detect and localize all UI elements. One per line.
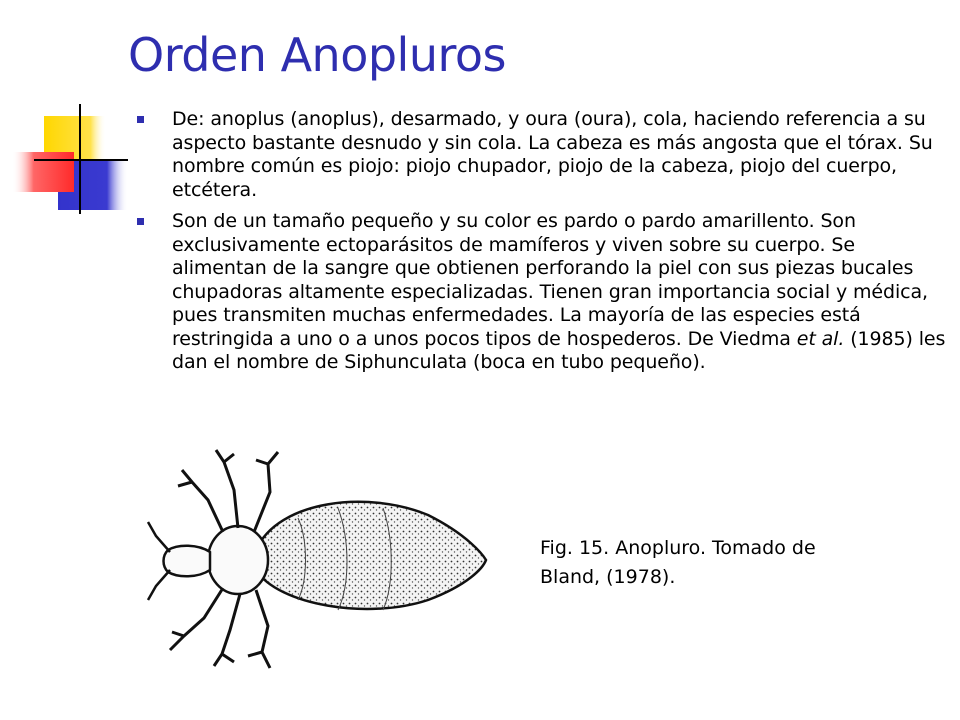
decorative-squares [0,0,130,230]
red-square [12,152,74,192]
bullet-text-before: Son de un tamaño pequeño y su color es pardo o pardo amarillento. Son exclusivamente ectoparásitos de mamíferos y viven sobre su cuerpo. Se alimentan de la sangre que obtienen perforando la piel con sus piezas bucales chupadoras altamente especializadas. Tienen gran importancia social y médica, pues transmiten muchas enfermedades. La mayoría de las especies está restringida a uno o a unos pocos tipos de hospederos. De Viedma [172,210,928,350]
bullet-list [135,108,950,383]
bullet-text: De: anoplus (anoplus), desarmado, y oura (oura), cola, haciendo referencia a su aspecto bastante desnudo y sin cola. La cabeza es más angosta que el tórax. Su nombre común es piojo: piojo chupador, piojo de la cabeza, piojo del cuerpo, etcétera. [172,108,933,201]
louse-illustration [138,440,490,675]
bullet-item-description [135,210,950,375]
figure-caption: Fig. 15. Anopluro. Tomado de Bland, (1978). [540,537,816,588]
bullet-square-icon [137,218,144,225]
bullet-square-icon [137,116,144,123]
slide-title: Orden Anopluros [128,28,506,82]
bullet-item-etymology [135,108,950,202]
bullet-text-after: (1985) les dan el nombre de Siphunculata (boca en tubo pequeño). [172,327,946,373]
bullet-text-italic: et al. [796,327,845,350]
